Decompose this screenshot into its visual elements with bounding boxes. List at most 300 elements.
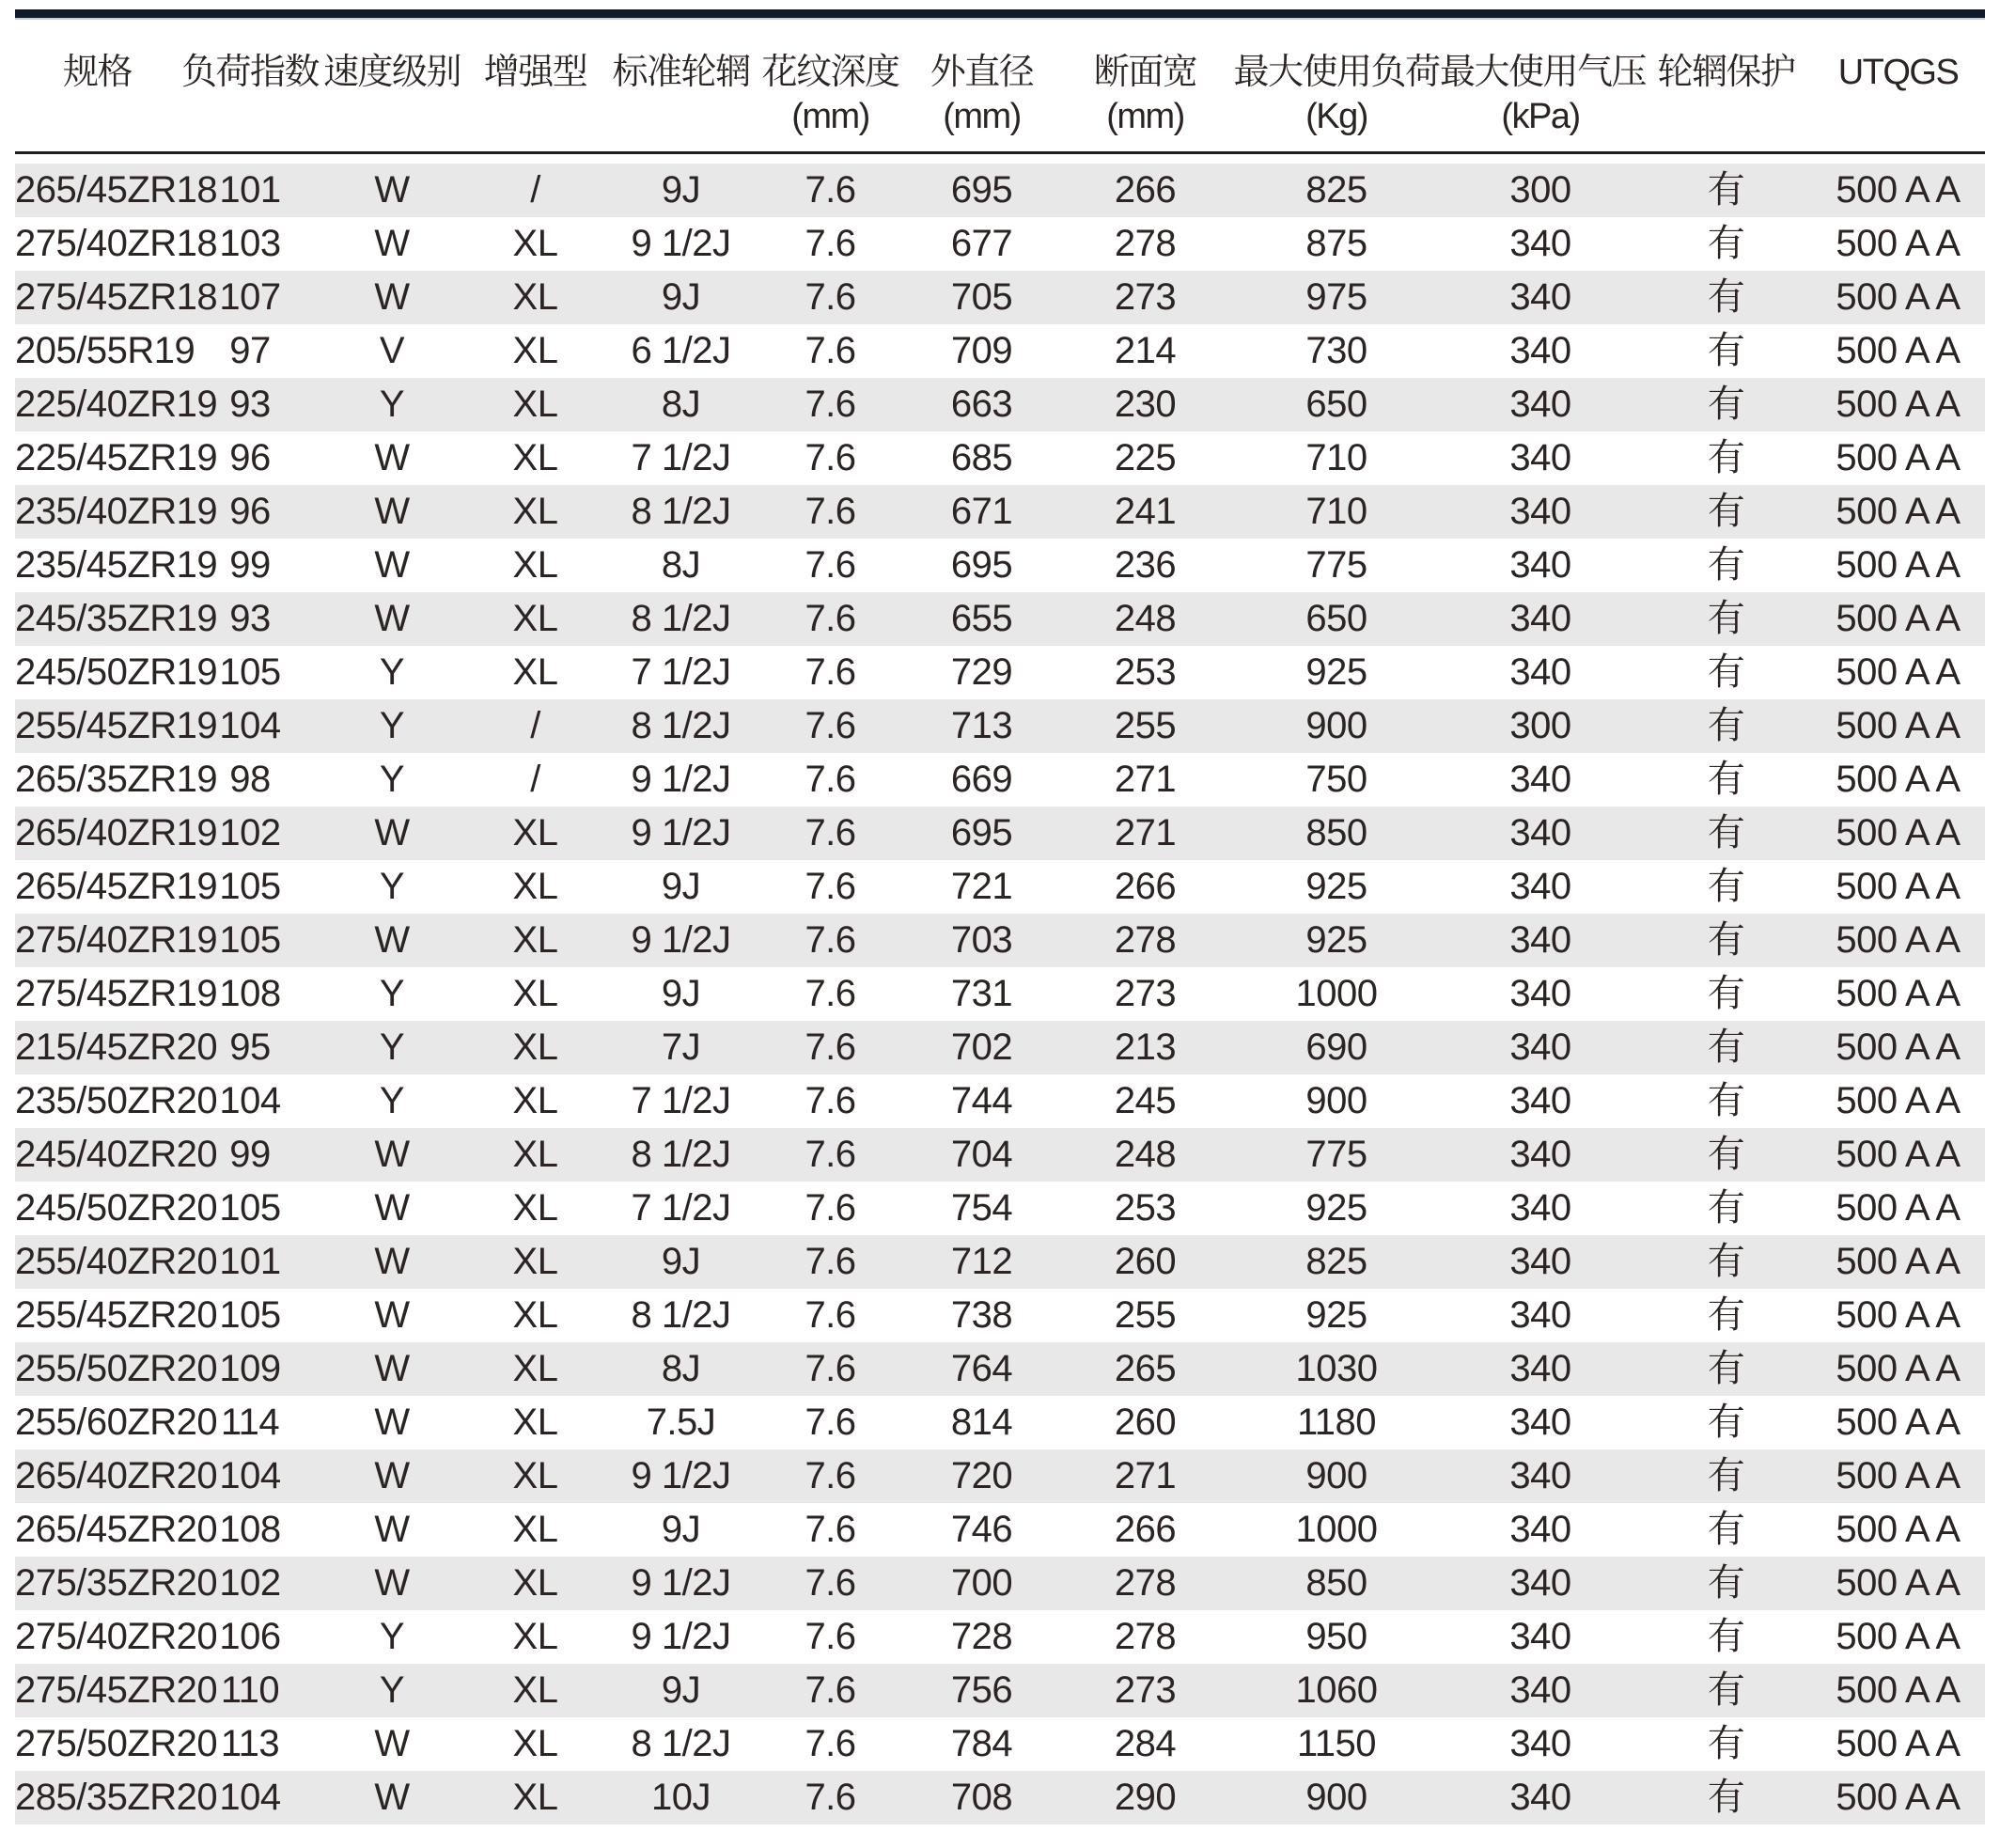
table-cell: 703 [950,919,1013,961]
table-row [15,271,1985,324]
table-cell: / [530,169,540,211]
table-cell: 7.6 [805,330,856,371]
table-cell: 8 1/2J [631,598,731,639]
table-cell: 有 [1707,1669,1745,1711]
table-cell: / [530,759,540,800]
table-cell: 9 1/2J [631,1616,731,1657]
column-header-label: 标准轮辋 [612,53,750,92]
table-cell: XL [512,437,558,478]
table-cell: 340 [1509,812,1571,854]
table-cell: 950 [1305,1616,1367,1657]
table-cell: 7 1/2J [631,1187,731,1229]
table-cell: 900 [1305,1080,1367,1121]
table-cell: 500 A A [1836,437,1961,478]
table-cell: 105 [219,651,281,693]
table-cell: XL [512,1294,558,1336]
table-cell: 271 [1114,759,1177,800]
table-row [15,217,1985,271]
spec-cell: 245/50ZR20 [15,1187,218,1229]
table-cell: 7.6 [805,1777,856,1818]
table-cell: W [374,437,410,478]
column-header [463,50,607,138]
table-cell: 245 [1114,1080,1177,1121]
table-cell: 775 [1305,544,1367,586]
table-cell: 695 [950,544,1013,586]
table-cell: XL [512,919,558,961]
table-cell: 103 [219,223,281,264]
column-header [15,50,180,138]
table-cell: 266 [1114,1509,1177,1550]
table-cell: 340 [1509,223,1571,264]
table-cell: 266 [1114,169,1177,211]
table-cell: 775 [1305,1134,1367,1175]
table-cell: 340 [1509,1241,1571,1282]
table-cell: 10J [651,1777,711,1818]
column-header [906,50,1057,138]
table-cell: 7.6 [805,1562,856,1604]
table-cell: 500 A A [1836,1294,1961,1336]
table-row [15,592,1985,646]
table-cell: XL [512,1187,558,1229]
column-header [180,50,320,138]
table-cell: 340 [1509,1723,1571,1764]
table-cell: 271 [1114,1455,1177,1496]
table-cell: XL [512,1402,558,1443]
table-cell: 340 [1509,651,1571,693]
table-cell: 9J [661,1509,701,1550]
table-cell: 有 [1707,919,1745,961]
table-cell: 7.6 [805,1134,856,1175]
table-cell: 102 [219,812,281,854]
table-cell: 有 [1707,1294,1745,1336]
table-cell: 925 [1305,919,1367,961]
spec-cell: 265/35ZR19 [15,759,218,800]
table-cell: 278 [1114,919,1177,961]
column-header-label: 规格 [62,53,132,92]
table-row [15,1449,1985,1503]
column-header [1233,50,1440,138]
table-cell: 7.6 [805,1402,856,1443]
table-cell: 有 [1707,437,1745,478]
table-cell: 有 [1707,651,1745,693]
table-cell: Y [379,1616,405,1657]
spec-cell: 265/45ZR18 [15,169,218,211]
table-cell: 9 1/2J [631,223,731,264]
table-cell: 104 [219,1777,281,1818]
page [0,9,2000,1848]
table-cell: 104 [219,705,281,746]
column-header-unit [180,95,320,138]
table-cell: 7 1/2J [631,651,731,693]
table-cell: 7.6 [805,919,856,961]
table-row [15,1717,1985,1771]
table-cell: 500 A A [1836,276,1961,318]
table-cell: 756 [950,1669,1013,1711]
table-cell: W [374,1509,410,1550]
table-cell: 340 [1509,437,1571,478]
table-cell: 340 [1509,330,1571,371]
column-header-label: 断面宽 [1093,53,1197,92]
table-cell: 99 [229,1134,271,1175]
table-cell: 248 [1114,1134,1177,1175]
column-header [1440,50,1647,138]
table-cell: V [379,330,405,371]
table-cell: 7.6 [805,973,856,1014]
table-cell: 有 [1707,1402,1745,1443]
spec-cell: 285/35ZR20 [15,1777,218,1818]
table-row [15,1289,1985,1342]
spec-cell: 265/45ZR20 [15,1509,218,1550]
table-cell: 750 [1305,759,1367,800]
table-cell: 7.6 [805,1509,856,1550]
table-cell: 7.6 [805,1241,856,1282]
table-cell: XL [512,544,558,586]
table-cell: 9 1/2J [631,919,731,961]
table-cell: 7.6 [805,759,856,800]
column-header-unit: (Kg) [1305,97,1367,136]
column-header [1811,50,1985,138]
table-cell: 225 [1114,437,1177,478]
column-header-unit [1641,95,1811,138]
table-cell: W [374,1294,410,1336]
table-cell: 500 A A [1836,1616,1961,1657]
table-cell: 108 [219,1509,281,1550]
table-cell: W [374,1348,410,1389]
table-row [15,431,1985,485]
table-cell: 925 [1305,651,1367,693]
column-header-label: 轮辋保护 [1657,53,1795,92]
table-cell: 300 [1509,705,1571,746]
spec-cell: 205/55R19 [15,330,195,371]
table-cell: 253 [1114,1187,1177,1229]
table-cell: 705 [950,276,1013,318]
table-cell: 7.6 [805,1616,856,1657]
table-cell: 104 [219,1455,281,1496]
table-cell: 101 [219,1241,281,1282]
table-cell: XL [512,1509,558,1550]
column-header-unit: (mm) [791,97,869,136]
table-cell: XL [512,973,558,1014]
table-cell: 1060 [1295,1669,1378,1711]
table-cell: W [374,1723,410,1764]
table-cell: 9J [661,169,701,211]
table-row [15,378,1985,431]
table-cell: Y [379,759,405,800]
table-cell: 有 [1707,330,1745,371]
table-cell: 248 [1114,598,1177,639]
table-cell: XL [512,1616,558,1657]
spec-cell: 265/40ZR19 [15,812,218,854]
table-cell: 340 [1509,276,1571,318]
spec-cell: 275/40ZR19 [15,919,218,961]
table-cell: 有 [1707,1562,1745,1604]
table-cell: 500 A A [1836,866,1961,907]
table-cell: W [374,598,410,639]
table-cell: 340 [1509,1616,1571,1657]
column-header-label: 外直径 [930,53,1034,92]
table-cell: XL [512,1241,558,1282]
table-body [15,164,1985,1825]
table-cell: 102 [219,1562,281,1604]
table-cell: 500 A A [1836,1402,1961,1443]
table-row [15,967,1985,1021]
table-cell: 340 [1509,544,1571,586]
table-cell: W [374,919,410,961]
spec-cell: 275/35ZR20 [15,1562,218,1604]
table-cell: 9J [661,1241,701,1282]
table-cell: 710 [1305,491,1367,532]
table-cell: 900 [1305,705,1367,746]
table-cell: 340 [1509,384,1571,425]
table-cell: 有 [1707,598,1745,639]
spec-cell: 275/45ZR19 [15,973,218,1014]
table-cell: 1030 [1295,1348,1378,1389]
table-row [15,539,1985,592]
table-cell: 925 [1305,1187,1367,1229]
table-cell: XL [512,276,558,318]
table-cell: 8J [661,384,701,425]
table-cell: 有 [1707,169,1745,211]
column-header-unit: (mm) [1106,97,1184,136]
table-cell: 有 [1707,1777,1745,1818]
table-cell: 有 [1707,705,1745,746]
table-cell: 104 [219,1080,281,1121]
table-cell: XL [512,866,558,907]
table-row [15,1342,1985,1396]
column-header [1057,50,1233,138]
table-row [15,860,1985,914]
table-cell: 230 [1114,384,1177,425]
table-cell: 7.6 [805,812,856,854]
column-header-label: 花纹深度 [761,53,899,92]
table-cell: 9J [661,1669,701,1711]
spec-cell: 255/40ZR20 [15,1241,218,1282]
spec-cell: 275/40ZR18 [15,223,218,264]
table-cell: 754 [950,1187,1013,1229]
table-cell: 273 [1114,276,1177,318]
table-cell: XL [512,651,558,693]
table-cell: Y [379,866,405,907]
table-cell: 114 [220,1402,280,1443]
top-accent-bar [15,9,1985,20]
table-cell: 764 [950,1348,1013,1389]
table-cell: XL [512,1348,558,1389]
table-cell: 340 [1509,919,1571,961]
table-cell: 663 [950,384,1013,425]
table-cell: W [374,1455,410,1496]
table-cell: 340 [1509,1348,1571,1389]
table-cell: 340 [1509,1134,1571,1175]
table-cell: 340 [1509,1509,1571,1550]
table-cell: 744 [950,1080,1013,1121]
spec-cell: 245/50ZR19 [15,651,218,693]
table-cell: W [374,169,410,211]
table-cell: 有 [1707,1187,1745,1229]
table-cell: 290 [1114,1777,1177,1818]
table-cell: 975 [1305,276,1367,318]
table-row [15,1074,1985,1128]
table-cell: 784 [950,1723,1013,1764]
table-cell: 273 [1114,973,1177,1014]
table-cell: W [374,1777,410,1818]
spec-cell: 255/45ZR19 [15,705,218,746]
table-cell: 685 [950,437,1013,478]
table-cell: 253 [1114,651,1177,693]
table-cell: 340 [1509,759,1571,800]
table-cell: 500 A A [1836,1080,1961,1121]
table-cell: 500 A A [1836,1669,1961,1711]
table-cell: 340 [1509,1402,1571,1443]
table-cell: 97 [229,330,271,371]
spec-cell: 255/60ZR20 [15,1402,218,1443]
table-cell: 96 [229,491,271,532]
table-cell: 241 [1114,491,1177,532]
table-cell: 有 [1707,491,1745,532]
table-cell: 650 [1305,384,1367,425]
column-header-label: 最大使用气压 [1440,53,1647,92]
table-cell: 101 [219,169,281,211]
spec-cell: 225/40ZR19 [15,384,218,425]
table-cell: 340 [1509,491,1571,532]
table-cell: 有 [1707,812,1745,854]
table-cell: 500 A A [1836,651,1961,693]
table-cell: Y [379,1026,405,1068]
table-cell: 500 A A [1836,598,1961,639]
table-cell: 有 [1707,1134,1745,1175]
table-cell: W [374,1134,410,1175]
table-cell: 340 [1509,1669,1571,1711]
table-cell: 8 1/2J [631,705,731,746]
table-cell: 500 A A [1836,544,1961,586]
table-cell: XL [512,330,558,371]
table-cell: 500 A A [1836,1455,1961,1496]
spec-cell: 265/40ZR20 [15,1455,218,1496]
table-cell: 273 [1114,1669,1177,1711]
table-cell: 95 [229,1026,271,1068]
table-cell: 710 [1305,437,1367,478]
table-cell: 500 A A [1836,919,1961,961]
table-cell: XL [512,1080,558,1121]
table-cell: 113 [220,1723,280,1764]
table-cell: 255 [1114,705,1177,746]
table-cell: 746 [950,1509,1013,1550]
table-cell: W [374,1562,410,1604]
table-cell: W [374,812,410,854]
table-cell: 278 [1114,223,1177,264]
table-row [15,914,1985,967]
spec-cell: 265/45ZR19 [15,866,218,907]
table-cell: 8J [661,1348,701,1389]
table-cell: 655 [950,598,1013,639]
table-cell: 110 [220,1669,280,1711]
table-cell: 925 [1305,866,1367,907]
table-cell: 8J [661,544,701,586]
spec-cell: 255/45ZR20 [15,1294,218,1336]
spec-cell: 235/40ZR19 [15,491,218,532]
table-cell: 278 [1114,1562,1177,1604]
table-cell: 99 [229,544,271,586]
table-cell: 695 [950,169,1013,211]
table-cell: 7.6 [805,491,856,532]
table-cell: 720 [950,1455,1013,1496]
table-cell: W [374,544,410,586]
table-cell: 340 [1509,1026,1571,1068]
table-cell: 有 [1707,276,1745,318]
table-cell: 671 [950,491,1013,532]
spec-cell: 275/50ZR20 [15,1723,218,1764]
table-cell: Y [379,973,405,1014]
table-cell: 690 [1305,1026,1367,1068]
table-cell: 7.6 [805,276,856,318]
column-header-unit [1811,95,1985,138]
table-cell: W [374,276,410,318]
table-cell: 500 A A [1836,1509,1961,1550]
table-cell: / [530,705,540,746]
table-cell: 1180 [1296,1402,1376,1443]
table-cell: 500 A A [1836,1134,1961,1175]
table-cell: 340 [1509,1080,1571,1121]
column-header-label: 最大使用负荷 [1233,53,1440,92]
table-cell: 271 [1114,812,1177,854]
table-cell: 925 [1305,1294,1367,1336]
table-cell: 9J [661,866,701,907]
table-cell: 7.6 [805,598,856,639]
table-cell: XL [512,1455,558,1496]
table-cell: 8 1/2J [631,1134,731,1175]
table-cell: W [374,1241,410,1282]
table-cell: 709 [950,330,1013,371]
table-cell: 7.6 [805,1187,856,1229]
table-cell: 有 [1707,1080,1745,1121]
table-cell: 266 [1114,866,1177,907]
table-cell: 105 [219,1187,281,1229]
table-cell: 7.6 [805,1026,856,1068]
table-row [15,1021,1985,1074]
table-row [15,164,1985,217]
table-cell: 500 A A [1836,1777,1961,1818]
table-cell: XL [512,384,558,425]
table-cell: 7.6 [805,1723,856,1764]
table-cell: 7.6 [805,544,856,586]
spec-cell: 245/35ZR19 [15,598,218,639]
table-cell: XL [512,1669,558,1711]
table-row [15,753,1985,807]
table-row [15,485,1985,539]
table-cell: 340 [1509,1455,1571,1496]
table-cell: XL [512,1026,558,1068]
table-cell: 500 A A [1836,223,1961,264]
table-cell: Y [379,384,405,425]
table-cell: 6 1/2J [631,330,731,371]
table-cell: 669 [950,759,1013,800]
table-cell: 255 [1114,1294,1177,1336]
table-row [15,1771,1985,1825]
table-cell: 875 [1305,223,1367,264]
table-cell: 500 A A [1836,1723,1961,1764]
table-cell: 340 [1509,866,1571,907]
table-cell: 7.6 [805,437,856,478]
table-cell: 500 A A [1836,1562,1961,1604]
table-cell: 7.6 [805,1455,856,1496]
table-cell: 340 [1509,1187,1571,1229]
table-cell: 650 [1305,598,1367,639]
table-cell: 9 1/2J [631,1455,731,1496]
table-cell: XL [512,1777,558,1818]
table-cell: 有 [1707,384,1745,425]
table-cell: 731 [950,973,1013,1014]
column-header-label: UTQGS [1837,53,1959,92]
table-cell: 729 [950,651,1013,693]
